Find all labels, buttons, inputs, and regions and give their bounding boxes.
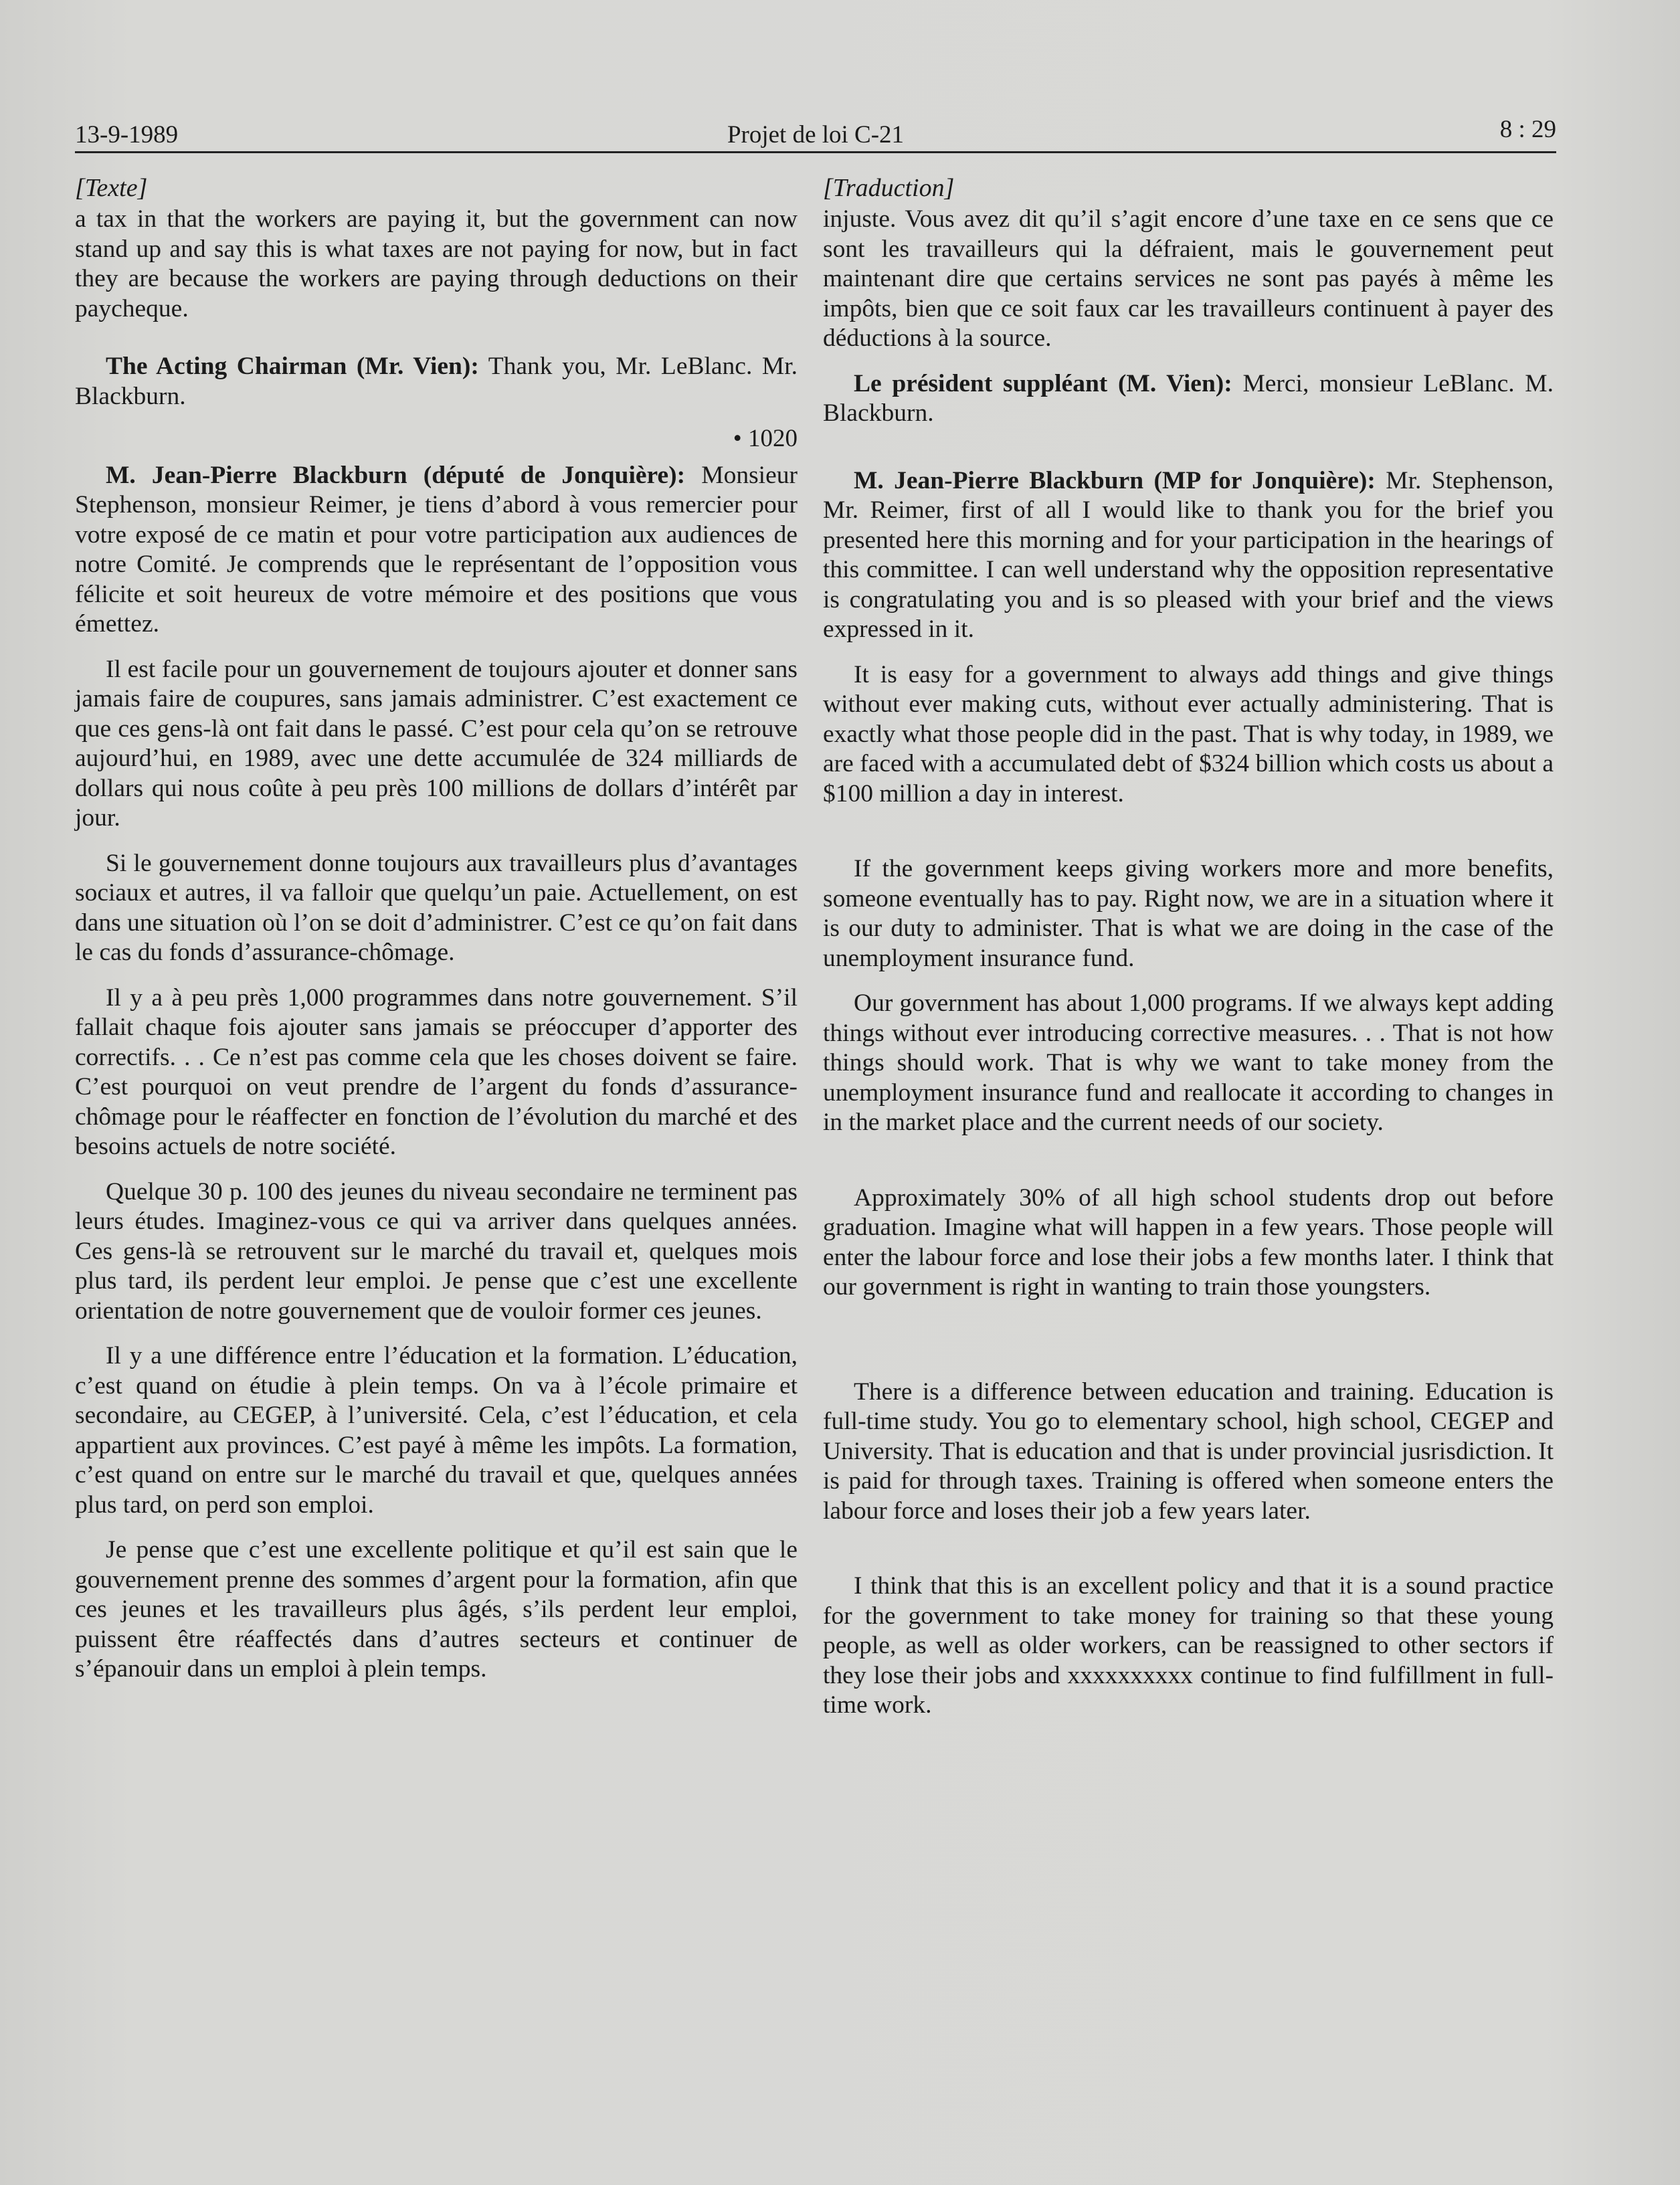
left-speaker-chairman: The Acting Chairman (Mr. Vien): — [106, 353, 479, 380]
left-paragraph-4: Il est facile pour un gouvernement de toujours ajouter et donner sans jamais faire de coupures, sans jamais administrer. C’est exactement ce que ces gens-là ont fait dans le passé. C’est pour cela qu’on se retrouve aujourd’hui, en 1989, avec une dette accumulée de 324 milliards de dollars qui nous coûte à peu près 100 millions de dollars d’intérêt par jour. — [75, 655, 798, 832]
right-paragraph-9: I think that this is an excellent policy and that it is a sound practice for the government to take money for training so that these young people, as well as older workers, can be reassigned to other sectors if they lose their jobs and xxxxxxxxxx continue to find fulfillment in full-time work. — [823, 1572, 1554, 1719]
left-paragraph-3-text: Monsieur Stephenson, monsieur Reimer, je tiens d’abord à vous remercier pour votre exposé de ce matin et pour votre participation aux audiences de notre Comité. Je comprends que le représentant de l’opposition vous félicite et soit heureux de votre mémoire et des positions que vous émettez. — [75, 461, 798, 638]
left-paragraph-1: a tax in that the workers are paying it, but the government can now stand up and say this is what taxes are not paying for now, but in fact they are because the workers are paying through deductions on their paycheque. — [75, 205, 798, 322]
page-header — [75, 115, 1556, 150]
left-paragraph-9: Je pense que c’est une excellente politique et qu’il est sain que le gouvernement prenne des sommes d’argent pour la formation, afin que ces jeunes et les travailleurs plus âgés, s’ils perdent leur emploi, puissent être réaffectés dans d’autres secteurs et continuer de s’épanouir dans un emploi à plein temps. — [75, 1536, 798, 1683]
right-paragraph-3-text: Mr. Stephenson, Mr. Reimer, first of all I would like to thank you for the brief you presented here this morning and for your participation in the hearings of this committee. I can well understand why the opposition representative is congratulating you and is so pleased with your brief and the views expressed in it. — [823, 466, 1554, 643]
right-speaker-blackburn: M. Jean-Pierre Blackburn (MP for Jonquière): — [854, 466, 1376, 494]
left-paragraph-2-text: Thank you, Mr. LeBlanc. Mr. Blackburn. — [75, 353, 798, 410]
timestamp: • 1020 — [733, 425, 798, 452]
right-column-tag: [Traduction] — [823, 174, 955, 202]
left-speaker-blackburn: M. Jean-Pierre Blackburn (député de Jonquière): — [106, 461, 686, 489]
left-column — [75, 173, 798, 1700]
header-date: 13-9-1989 — [75, 121, 179, 149]
right-paragraph-2-text: Merci, monsieur LeBlanc. M. Blackburn. — [823, 369, 1554, 427]
left-column-tag: [Texte] — [75, 174, 148, 202]
right-paragraph-4: It is easy for a government to always add things and give things without ever making cuts, without ever actually administering. That is exactly what those people did in the past. That is why today, in 1989, we are faced with a accumulated debt of $324 billion which costs us about a $100 million a day in interest. — [823, 660, 1554, 808]
left-paragraph-3 — [75, 461, 798, 640]
left-paragraph-5: Si le gouvernement donne toujours aux travailleurs plus d’avantages sociaux et autres, il va falloir que quelqu’un paie. Actuellement, on est dans une situation où l’on se doit d’administrer. C’est ce qu’on fait dans le cas du fonds d’assurance-chômage. — [75, 849, 798, 966]
header-title: Projet de loi C-21 — [727, 121, 905, 149]
right-column — [823, 173, 1554, 1736]
right-paragraph-7: Approximately 30% of all high school students drop out before graduation. Imagine what will happen in a few years. Those people will enter the labour force and lose their jobs a few months later. I think that our government is right in wanting to train those youngsters. — [823, 1183, 1554, 1301]
right-paragraph-3 — [823, 466, 1554, 645]
right-paragraph-5: If the government keeps giving workers more and more benefits, someone eventually has to pay. Right now, we are in a situation where it is our duty to administer. That is what we are doing in the case of the unemployment insurance fund. — [823, 855, 1554, 972]
right-paragraph-2 — [823, 369, 1554, 429]
header-rule — [75, 151, 1556, 153]
header-page-number: 8 : 29 — [1499, 116, 1556, 143]
right-paragraph-8: There is a difference between education and training. Education is full-time study. You go to elementary school, high school, CEGEP and University. That is education and that is under provincial jusrisdiction. It is paid for through taxes. Training is offered when someone enters the labour force and loses their job a few years later. — [823, 1378, 1554, 1525]
right-paragraph-6: Our government has about 1,000 programs. If we always kept adding things without ever introducing corrective measures. . . That is not how things should work. That is why we want to take money from the unemployment insurance fund and reallocate it according to changes in in the market place and the current needs of our society. — [823, 989, 1554, 1136]
left-paragraph-7: Quelque 30 p. 100 des jeunes du niveau secondaire ne terminent pas leurs études. Imaginez-vous ce qui va arriver dans quelques années. Ces gens-là se retrouvent sur le marché du travail et, quelques mois plus tard, ils perdent leur emploi. Je pense que c’est une excellente orientation de notre gouvernement que de vouloir former ces jeunes. — [75, 1177, 798, 1325]
right-paragraph-1: injuste. Vous avez dit qu’il s’agit encore d’une taxe en ce sens que ce sont les travailleurs qui la défraient, mais le gouvernement peut maintenant dire que certains services ne sont pas payés à même les impôts, bien que ce soit faux car les travailleurs continuent à payer des déductions à la source. — [823, 205, 1554, 352]
left-paragraph-6: Il y a à peu près 1,000 programmes dans notre gouvernement. S’il fallait chaque fois ajouter sans jamais se préoccuper d’apporter des correctifs. . . Ce n’est pas comme cela que les choses doivent se faire. C’est pourquoi on veut prendre de l’argent du fonds d’assurance-chômage pour le réaffecter en fonction de l’évolution du marché et des besoins actuels de notre société. — [75, 983, 798, 1160]
right-speaker-chairman: Le président suppléant (M. Vien): — [854, 369, 1232, 397]
left-paragraph-8: Il y a une différence entre l’éducation et la formation. L’éducation, c’est quand on étudie à plein temps. On va à l’école primaire et secondaire, au CEGEP, à l’université. Cela, c’est l’éducation, et cela appartient aux provinces. C’est payé à même les impôts. La formation, c’est quand on entre sur le marché du travail et que, quelques années plus tard, on perd son emploi. — [75, 1342, 798, 1519]
left-paragraph-2 — [75, 352, 798, 411]
